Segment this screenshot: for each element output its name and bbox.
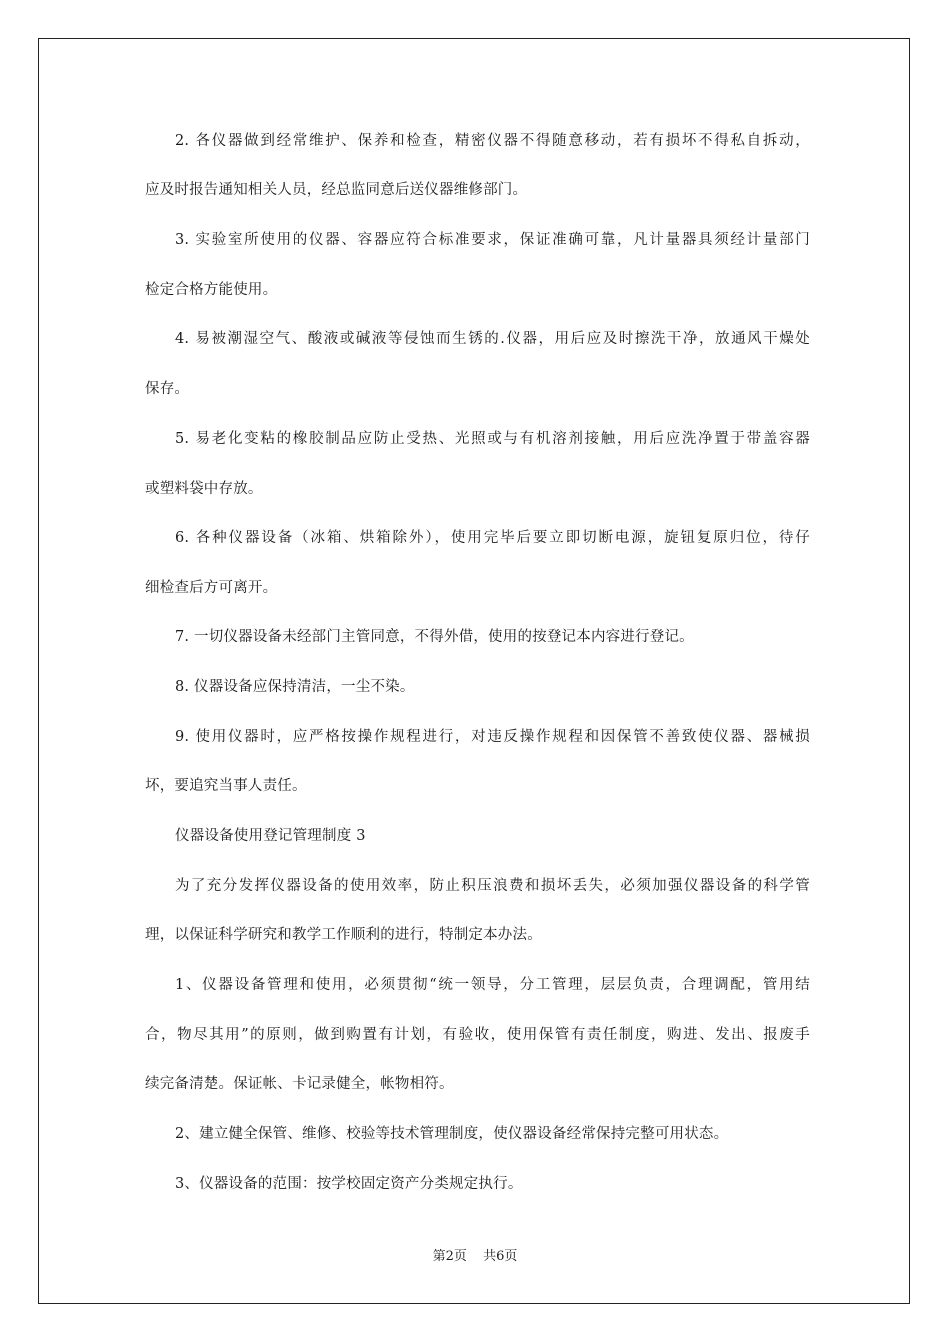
paragraph-line: 8. 仪器设备应保持清洁，一尘不染。: [175, 679, 415, 695]
paragraph-line: 应及时报告通知相关人员，经总监同意后送仪器维修部门。: [145, 182, 528, 198]
paragraph-line: 2. 各仪器做到经常维护、保养和检查，精密仪器不得随意移动，若有损坏不得私自拆动，: [175, 133, 810, 149]
paragraph-line: 7. 一切仪器设备未经部门主管同意，不得外借，使用的按登记本内容进行登记。: [175, 629, 694, 645]
page-footer: [0, 1248, 950, 1266]
page-frame: [38, 38, 910, 1304]
page-total: 共6页: [483, 1249, 518, 1264]
paragraph-line: 理，以保证科学研究和教学工作顺利的进行，特制定本办法。: [145, 927, 542, 943]
paragraph-line: 3、仪器设备的范围：按学校固定资产分类规定执行。: [175, 1176, 523, 1192]
page-number: 第2页: [432, 1249, 467, 1264]
paragraph-line: 9. 使用仪器时，应严格按操作规程进行，对违反操作规程和因保管不善致使仪器、器械损: [175, 729, 810, 745]
paragraph-line: 2、建立健全保管、维修、校验等技术管理制度，使仪器设备经常保持完整可用状态。: [175, 1126, 729, 1142]
paragraph-line: 4. 易被潮湿空气、酸液或碱液等侵蚀而生锈的.仪器，用后应及时擦洗干净，放通风干燥处: [175, 331, 810, 347]
paragraph-line: 细检查后方可离开。: [145, 580, 278, 596]
paragraph-line: 5. 易老化变粘的橡胶制品应防止受热、光照或与有机溶剂接触，用后应洗净置于带盖容器: [175, 431, 810, 447]
paragraph-line: 6. 各种仪器设备（冰箱、烘箱除外），使用完毕后要立即切断电源，旋钮复原归位，待仔: [175, 530, 810, 546]
paragraph-line: 或塑料袋中存放。: [145, 481, 263, 497]
paragraph-line: 1、仪器设备管理和使用，必须贯彻“统一领导，分工管理，层层负责，合理调配，管用结: [175, 977, 810, 993]
paragraph-line: 为了充分发挥仪器设备的使用效率，防止积压浪费和损坏丢失，必须加强仪器设备的科学管: [175, 878, 810, 894]
paragraph-line: 续完备清楚。保证帐、卡记录健全，帐物相符。: [145, 1076, 454, 1092]
paragraph-line: 检定合格方能使用。: [145, 282, 278, 298]
paragraph-line: 保存。: [145, 381, 190, 397]
section-heading: 仪器设备使用登记管理制度 3: [175, 828, 366, 844]
paragraph-line: 3. 实验室所使用的仪器、容器应符合标准要求，保证准确可靠，凡计量器具须经计量部门: [175, 232, 810, 248]
paragraph-line: 坏，要追究当事人责任。: [145, 778, 307, 794]
paragraph-line: 合，物尽其用”的原则，做到购置有计划，有验收，使用保管有责任制度，购进、发出、报废手: [145, 1027, 810, 1043]
